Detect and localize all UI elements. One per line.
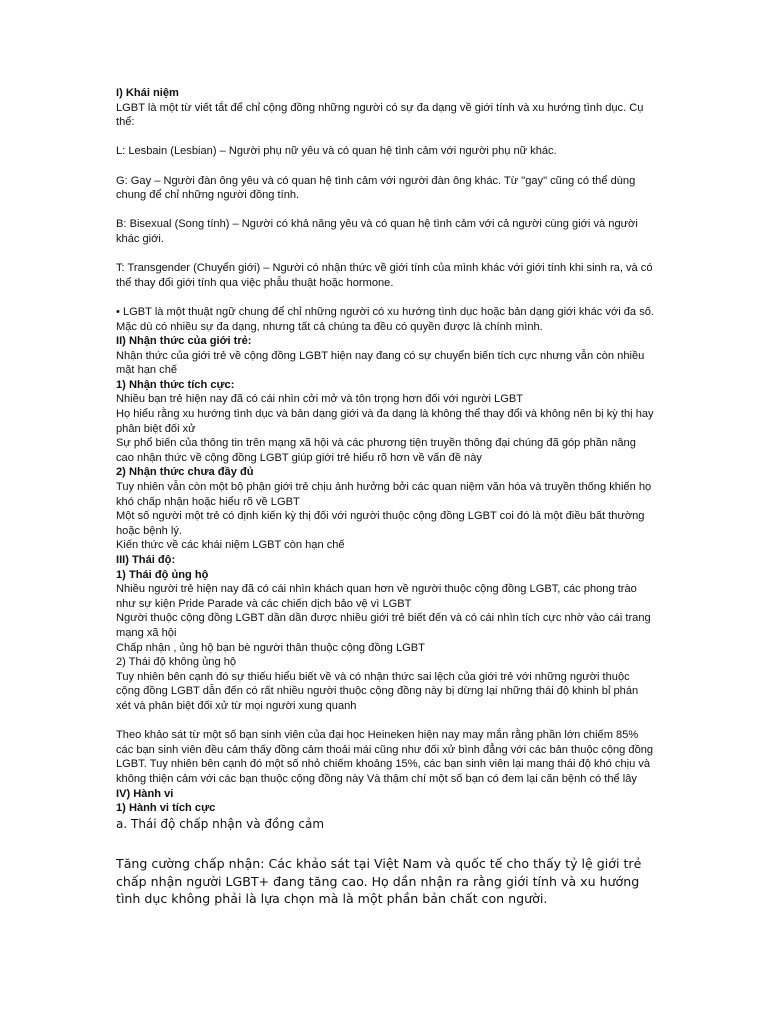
paragraph: L: Lesbain (Lesbian) – Người phụ nữ yêu và có quan hệ tình cảm với người phụ nữ khác. bbox=[116, 145, 557, 158]
bullet-paragraph: • LGBT là một thuật ngữ chung để chỉ những người có xu hướng tình dục hoặc bản dạng giới khác với đa số. Mặc dù có nhiều sự đa dạng, nhưng tất cả chúng ta đều có quyền được là chính mình. bbox=[116, 305, 654, 333]
paragraph: Kiến thức về các khái niệm LGBT còn hạn chế bbox=[116, 539, 345, 552]
paragraph: Người thuộc cộng đồng LGBT dần dần được nhiều giới trẻ biết đến và có cái nhìn tích cực nhờ vào cái trang mạng xã hội bbox=[116, 612, 651, 639]
paragraph: T: Transgender (Chuyển giới) – Người có nhận thức về giới tính của mình khác với giới tính khi sinh ra, và có thể thay đổi giới tính qua việc phẫu thuật hoặc hormone. bbox=[116, 262, 653, 289]
heading-hanh-vi: IV) Hành vi bbox=[116, 787, 174, 800]
document-body bbox=[116, 86, 656, 908]
spacer bbox=[116, 247, 656, 262]
heading-nhan-thuc: II) Nhận thức của giới trẻ: bbox=[116, 335, 252, 348]
paragraph: G: Gay – Người đàn ông yêu và có quan hệ tình cảm với người đàn ông khác. Từ "gay" cũng có thể dùng chung để chỉ những người đồng tính. bbox=[116, 174, 636, 202]
paragraph: Một số người một trẻ có định kiến kỳ thị đối với người thuộc cộng đồng LGBT coi đó là một điều bất thường hoặc bệnh lý. bbox=[116, 510, 645, 537]
heading-khai-niem: I) Khái niệm bbox=[116, 87, 179, 99]
spacer bbox=[116, 130, 656, 145]
paragraph-large: Tăng cường chấp nhận: Các khảo sát tại Việt Nam và quốc tế cho thấy tỷ lệ giới trẻ chấp nhận người LGBT+ đang tăng cao. Họ dần nhận ra rằng giới tính và xu hướng tình dục không phải là lựa chọn mà là một phần bản chất con người. bbox=[116, 856, 642, 907]
paragraph: Theo khảo sát từ một số bạn sinh viên của đại học Heineken hiện nay may mắn rằng phần lớn chiếm 85% các bạn sinh viên đều cảm thấy đồng cảm thoải mái cũng như đối xử bình đẳng với các bản thuộc cộng đồng LGBT. Tuy nhiên bên cạnh đó một số nhỏ chiếm khoảng 15%, các bạn sinh viên lại mang thái độ khó chịu và không thiện cảm với các bạn thuộc cộng đồng này Và thậm chí một số bạn có đem lại căn bệnh có thể lây bbox=[116, 729, 654, 785]
paragraph: B: Bisexual (Song tính) – Người có khả năng yêu và có quan hệ tình cảm với cả người cùng giới và người khác giới. bbox=[116, 218, 638, 245]
spacer bbox=[116, 714, 656, 729]
paragraph: Tuy nhiên bên cạnh đó sự thiếu hiểu biết về và có nhận thức sai lệch của giới trẻ với những người thuộc cộng đồng LGBT dẫn đến có rất nhiều người thuộc cộng đồng này bị dừng lại những thái độ khinh bỉ phán xét và phân biệt đối xử từ mọi người xung quanh bbox=[116, 670, 639, 712]
spacer bbox=[116, 832, 656, 841]
subheading-thai-do-khong-ung-ho: 2) Thái độ không ủng hộ bbox=[116, 656, 237, 669]
paragraph: Họ hiểu rằng xu hướng tình dục và bản dạng giới và đa dạng là không thể thay đổi và không nên bị kỳ thị hay phân biệt đối xử bbox=[116, 408, 654, 435]
subheading-hanh-vi-tich-cuc: 1) Hành vi tích cực bbox=[116, 802, 216, 815]
paragraph: Nhiều người trẻ hiện nay đã có cái nhìn khách quan hơn về người thuộc cộng đồng LGBT, các phong trào như sự kiện Pride Parade và các chiến dịch bảo vệ vì LGBT bbox=[116, 583, 637, 610]
paragraph: Tuy nhiên vẫn còn một bộ phận giới trẻ chịu ảnh hưởng bởi các quan niệm văn hóa và truyền thống khiến họ khó chấp nhận hoặc hiểu rõ về LGBT bbox=[116, 481, 652, 508]
paragraph: Sự phổ biến của thông tin trên mạng xã hội và các phương tiện truyền thông đại chúng đã góp phần nâng cao nhận thức về cộng đồng LGBT giúp giới trẻ hiểu rõ hơn về vấn đề này bbox=[116, 437, 636, 464]
spacer bbox=[116, 290, 656, 305]
paragraph: LGBT là một từ viết tắt để chỉ cộng đồng những người có sự đa dạng về giới tính và xu hướng tình dục. Cụ thể: bbox=[116, 101, 644, 129]
paragraph: Nhận thức của giới trẻ về cộng đồng LGBT hiện nay đang có sự chuyển biến tích cực nhưng vẫn còn nhiều mặt hạn chế bbox=[116, 349, 645, 377]
subheading-thai-do-chap-nhan: a. Thái độ chấp nhận và đồng cảm bbox=[116, 816, 325, 831]
paragraph: Chấp nhận , ủng hộ bạn bè người thân thuộc cộng đồng LGBT bbox=[116, 641, 425, 654]
heading-thai-do: III) Thái độ: bbox=[116, 554, 176, 566]
subheading-thai-do-ung-ho: 1) Thái độ ủng hộ bbox=[116, 568, 209, 581]
spacer bbox=[116, 203, 656, 218]
paragraph: Nhiều bạn trẻ hiện nay đã có cái nhìn cởi mở và tôn trọng hơn đối với người LGBT bbox=[116, 393, 524, 406]
spacer bbox=[116, 159, 656, 174]
subheading-nhan-thuc-tich-cuc: 1) Nhận thức tích cực: bbox=[116, 378, 235, 391]
subheading-nhan-thuc-chua-day-du: 2) Nhận thức chưa đầy đủ bbox=[116, 466, 254, 479]
spacer bbox=[116, 841, 656, 856]
